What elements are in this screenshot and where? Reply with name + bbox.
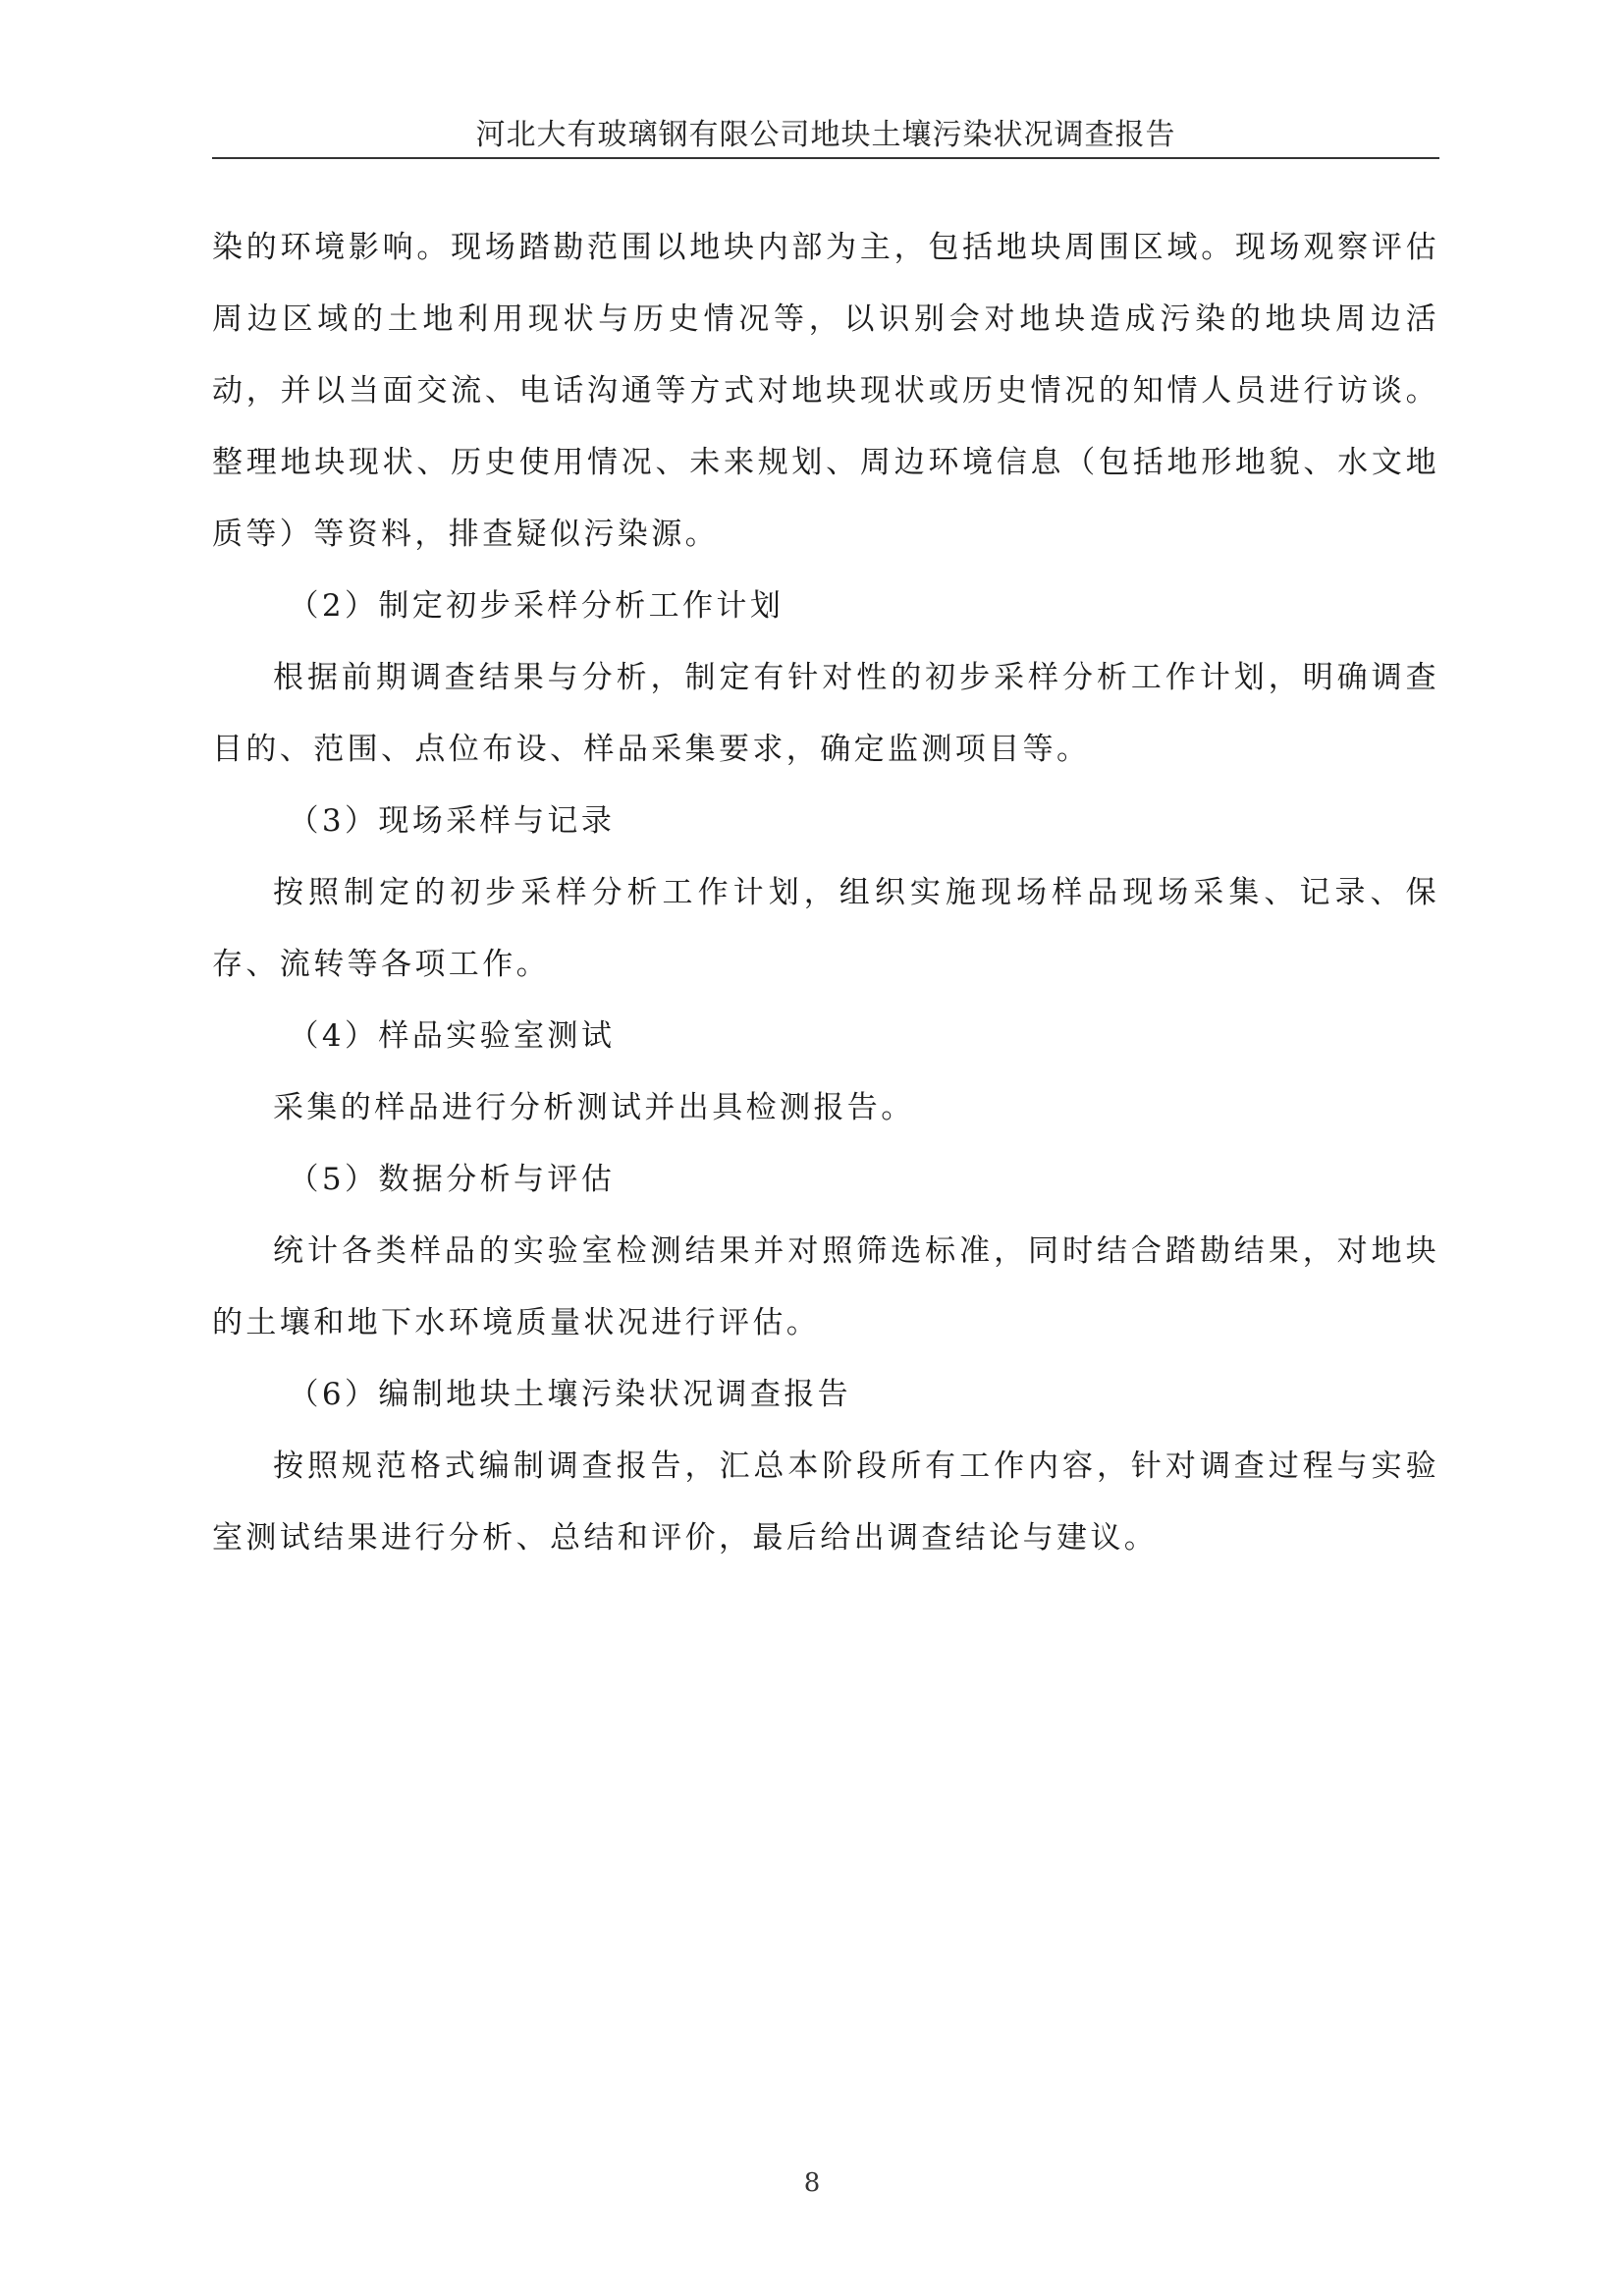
section-heading-2: （2）制定初步采样分析工作计划 <box>288 588 785 624</box>
running-header: 河北大有玻璃钢有限公司地块土壤污染状况调查报告 <box>475 118 1176 152</box>
section-paragraph-2: 根据前期调查结果与分析，制定有针对性的初步采样分析工作计划，明确调查目的、范围、点位布设、样品采集要求，确定监测项目等。 <box>212 660 1439 767</box>
section-paragraph-4: 采集的样品进行分析测试并出具检测报告。 <box>273 1090 915 1125</box>
section-heading-5: （5）数据分析与评估 <box>288 1162 616 1197</box>
section-paragraph-3: 按照制定的初步采样分析工作计划，组织实施现场样品现场采集、记录、保存、流转等各项工作。 <box>212 875 1439 982</box>
section-heading-3: （3）现场采样与记录 <box>288 803 616 839</box>
section-heading-6: （6）编制地块土壤污染状况调查报告 <box>288 1377 852 1412</box>
section-paragraph-6: 按照规范格式编制调查报告，汇总本阶段所有工作内容，针对调查过程与实验室测试结果进行分析、总结和评价，最后给出调查结论与建议。 <box>212 1449 1439 1556</box>
page-number: 8 <box>803 2168 821 2198</box>
section-heading-4: （4）样品实验室测试 <box>288 1018 616 1054</box>
document-body <box>212 212 1439 1574</box>
header-divider <box>212 157 1439 159</box>
intro-paragraph: 染的环境影响。现场踏勘范围以地块内部为主，包括地块周围区域。现场观察评估周边区域的土地利用现状与历史情况等，以识别会对地块造成污染的地块周边活动，并以当面交流、电话沟通等方式对地块现状或历史情况的知情人员进行访谈。整理地块现状、历史使用情况、未来规划、周边环境信息（包括地形地貌、水文地质等）等资料，排查疑似污染源。 <box>212 230 1439 552</box>
section-paragraph-5: 统计各类样品的实验室检测结果并对照筛选标准，同时结合踏勘结果，对地块的土壤和地下水环境质量状况进行评估。 <box>212 1233 1439 1340</box>
